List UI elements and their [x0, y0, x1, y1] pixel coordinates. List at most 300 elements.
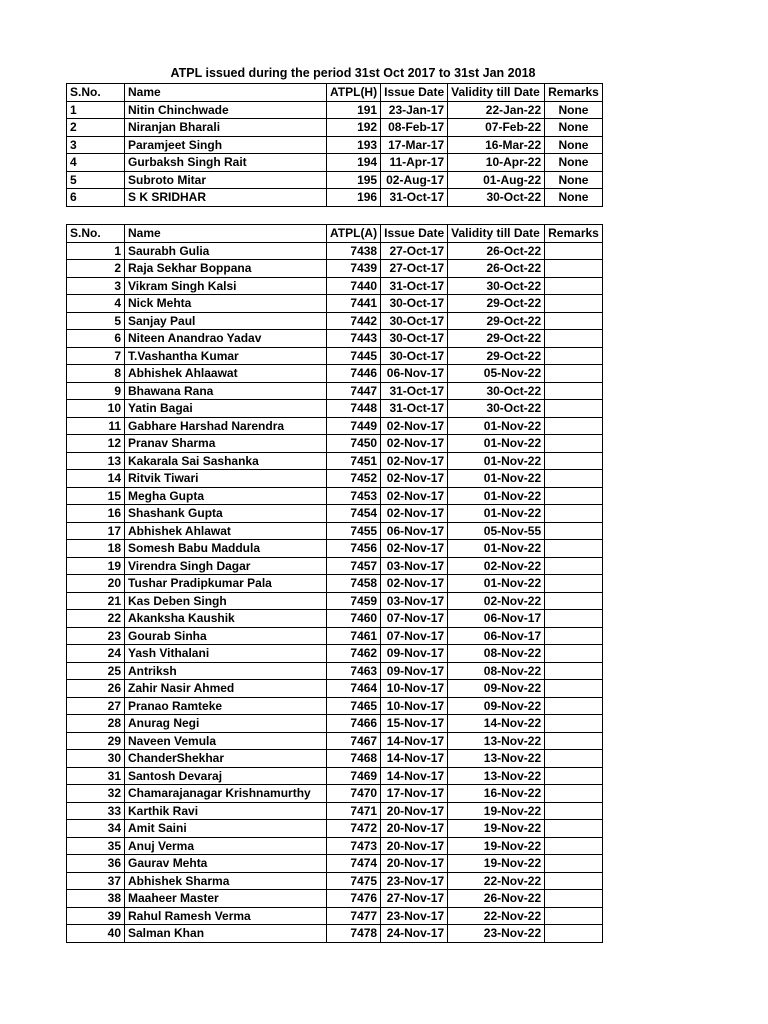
- cell-atpl: 7446: [327, 365, 381, 383]
- cell-sno: 15: [67, 487, 125, 505]
- cell-remarks: [545, 802, 603, 820]
- cell-atpl: 7442: [327, 312, 381, 330]
- cell-validity: 22-Jan-22: [448, 101, 545, 119]
- cell-atpl: 7477: [327, 907, 381, 925]
- cell-name: Pranav Sharma: [125, 435, 327, 453]
- cell-atpl: 7478: [327, 925, 381, 943]
- table-row: [67, 907, 603, 925]
- cell-issue-date: 03-Nov-17: [381, 557, 448, 575]
- cell-sno: 8: [67, 365, 125, 383]
- cell-remarks: None: [545, 136, 603, 154]
- cell-sno: 5: [67, 312, 125, 330]
- cell-sno: 10: [67, 400, 125, 418]
- cell-name: Chamarajanagar Krishnamurthy: [125, 785, 327, 803]
- table-header-row: [67, 225, 603, 243]
- cell-remarks: [545, 820, 603, 838]
- cell-name: Salman Khan: [125, 925, 327, 943]
- cell-name: Niteen Anandrao Yadav: [125, 330, 327, 348]
- cell-remarks: None: [545, 154, 603, 172]
- cell-name: Gourab Sinha: [125, 627, 327, 645]
- table-row: [67, 715, 603, 733]
- cell-remarks: [545, 627, 603, 645]
- table-row: [67, 382, 603, 400]
- cell-atpl: 195: [327, 171, 381, 189]
- cell-name: Amit Saini: [125, 820, 327, 838]
- cell-name: Rahul Ramesh Verma: [125, 907, 327, 925]
- cell-remarks: [545, 855, 603, 873]
- cell-issue-date: 23-Nov-17: [381, 872, 448, 890]
- cell-validity: 30-Oct-22: [448, 400, 545, 418]
- cell-validity: 07-Feb-22: [448, 119, 545, 137]
- table-row: [67, 802, 603, 820]
- cell-remarks: [545, 417, 603, 435]
- cell-remarks: [545, 610, 603, 628]
- cell-validity: 26-Oct-22: [448, 242, 545, 260]
- cell-issue-date: 02-Nov-17: [381, 487, 448, 505]
- cell-remarks: [545, 452, 603, 470]
- cell-validity: 19-Nov-22: [448, 820, 545, 838]
- cell-issue-date: 10-Nov-17: [381, 680, 448, 698]
- table-row: [67, 400, 603, 418]
- cell-remarks: [545, 260, 603, 278]
- cell-sno: 4: [67, 295, 125, 313]
- table-row: [67, 242, 603, 260]
- cell-atpl: 7449: [327, 417, 381, 435]
- cell-issue-date: 02-Nov-17: [381, 435, 448, 453]
- cell-name: Paramjeet Singh: [125, 136, 327, 154]
- table-row: [67, 645, 603, 663]
- table-row: [67, 330, 603, 348]
- cell-remarks: [545, 680, 603, 698]
- table-row: [67, 557, 603, 575]
- table-row: [67, 119, 603, 137]
- cell-atpl: 7447: [327, 382, 381, 400]
- table-row: [67, 662, 603, 680]
- cell-remarks: [545, 925, 603, 943]
- cell-issue-date: 17-Nov-17: [381, 785, 448, 803]
- cell-remarks: [545, 645, 603, 663]
- cell-sno: 21: [67, 592, 125, 610]
- cell-sno: 31: [67, 767, 125, 785]
- cell-name: Bhawana Rana: [125, 382, 327, 400]
- cell-issue-date: 02-Nov-17: [381, 575, 448, 593]
- cell-remarks: [545, 557, 603, 575]
- cell-remarks: None: [545, 119, 603, 137]
- table-row: [67, 697, 603, 715]
- table-row: [67, 680, 603, 698]
- cell-remarks: [545, 242, 603, 260]
- table-row: [67, 592, 603, 610]
- cell-validity: 19-Nov-22: [448, 802, 545, 820]
- cell-atpl: 7455: [327, 522, 381, 540]
- cell-name: Yash Vithalani: [125, 645, 327, 663]
- cell-atpl: 7471: [327, 802, 381, 820]
- cell-validity: 29-Oct-22: [448, 312, 545, 330]
- cell-remarks: [545, 575, 603, 593]
- cell-name: Niranjan Bharali: [125, 119, 327, 137]
- cell-name: Akanksha Kaushik: [125, 610, 327, 628]
- cell-remarks: [545, 890, 603, 908]
- cell-sno: 32: [67, 785, 125, 803]
- cell-name: Shashank Gupta: [125, 505, 327, 523]
- cell-validity: 26-Nov-22: [448, 890, 545, 908]
- cell-validity: 05-Nov-55: [448, 522, 545, 540]
- cell-sno: 29: [67, 732, 125, 750]
- cell-issue-date: 10-Nov-17: [381, 697, 448, 715]
- header-issue-date: Issue Date: [381, 225, 448, 243]
- cell-sno: 16: [67, 505, 125, 523]
- cell-issue-date: 03-Nov-17: [381, 592, 448, 610]
- cell-atpl: 7459: [327, 592, 381, 610]
- cell-atpl: 7460: [327, 610, 381, 628]
- cell-sno: 13: [67, 452, 125, 470]
- cell-atpl: 7458: [327, 575, 381, 593]
- cell-issue-date: 02-Nov-17: [381, 417, 448, 435]
- cell-remarks: [545, 470, 603, 488]
- cell-name: Gabhare Harshad Narendra: [125, 417, 327, 435]
- cell-remarks: [545, 785, 603, 803]
- cell-validity: 02-Nov-22: [448, 592, 545, 610]
- header-name: Name: [125, 225, 327, 243]
- cell-sno: 28: [67, 715, 125, 733]
- cell-validity: 01-Nov-22: [448, 417, 545, 435]
- cell-atpl: 7439: [327, 260, 381, 278]
- table-row: [67, 925, 603, 943]
- cell-validity: 16-Nov-22: [448, 785, 545, 803]
- atpl-a-table: [66, 224, 603, 943]
- cell-atpl: 7462: [327, 645, 381, 663]
- cell-atpl: 7441: [327, 295, 381, 313]
- table-row: [67, 487, 603, 505]
- cell-issue-date: 14-Nov-17: [381, 767, 448, 785]
- cell-issue-date: 20-Nov-17: [381, 820, 448, 838]
- cell-atpl: 7448: [327, 400, 381, 418]
- cell-atpl: 7472: [327, 820, 381, 838]
- cell-validity: 19-Nov-22: [448, 855, 545, 873]
- cell-remarks: [545, 522, 603, 540]
- cell-name: Abhishek Sharma: [125, 872, 327, 890]
- cell-validity: 29-Oct-22: [448, 347, 545, 365]
- cell-name: T.Vashantha Kumar: [125, 347, 327, 365]
- cell-atpl: 7466: [327, 715, 381, 733]
- table-row: [67, 101, 603, 119]
- header-name: Name: [125, 84, 327, 102]
- cell-issue-date: 20-Nov-17: [381, 837, 448, 855]
- cell-validity: 01-Nov-22: [448, 452, 545, 470]
- cell-remarks: [545, 697, 603, 715]
- cell-remarks: [545, 312, 603, 330]
- table-row: [67, 136, 603, 154]
- cell-name: Tushar Pradipkumar Pala: [125, 575, 327, 593]
- cell-validity: 01-Nov-22: [448, 435, 545, 453]
- table-row: [67, 452, 603, 470]
- cell-sno: 40: [67, 925, 125, 943]
- table-row: [67, 347, 603, 365]
- header-atpl: ATPL(A): [327, 225, 381, 243]
- cell-remarks: [545, 837, 603, 855]
- table-row: [67, 540, 603, 558]
- cell-remarks: [545, 330, 603, 348]
- cell-validity: 01-Nov-22: [448, 487, 545, 505]
- table-row: [67, 837, 603, 855]
- cell-name: Abhishek Ahlaawat: [125, 365, 327, 383]
- cell-issue-date: 09-Nov-17: [381, 645, 448, 663]
- cell-atpl: 7452: [327, 470, 381, 488]
- document-title: ATPL issued during the period 31st Oct 2017 to 31st Jan 2018: [170, 66, 536, 80]
- cell-name: Nick Mehta: [125, 295, 327, 313]
- cell-sno: 7: [67, 347, 125, 365]
- cell-sno: 6: [67, 189, 125, 207]
- header-remarks: Remarks: [545, 225, 603, 243]
- cell-sno: 3: [67, 277, 125, 295]
- table-row: [67, 295, 603, 313]
- cell-remarks: None: [545, 171, 603, 189]
- table-row: [67, 417, 603, 435]
- cell-atpl: 7445: [327, 347, 381, 365]
- cell-remarks: [545, 732, 603, 750]
- cell-remarks: [545, 295, 603, 313]
- cell-sno: 2: [67, 260, 125, 278]
- table-row: [67, 855, 603, 873]
- cell-name: Karthik Ravi: [125, 802, 327, 820]
- cell-sno: 9: [67, 382, 125, 400]
- cell-atpl: 7443: [327, 330, 381, 348]
- cell-validity: 22-Nov-22: [448, 907, 545, 925]
- table-row: [67, 732, 603, 750]
- cell-atpl: 7450: [327, 435, 381, 453]
- cell-atpl: 7440: [327, 277, 381, 295]
- cell-sno: 17: [67, 522, 125, 540]
- cell-atpl: 7473: [327, 837, 381, 855]
- cell-issue-date: 14-Nov-17: [381, 750, 448, 768]
- table-header-row: [67, 84, 603, 102]
- cell-validity: 23-Nov-22: [448, 925, 545, 943]
- cell-issue-date: 31-Oct-17: [381, 189, 448, 207]
- cell-validity: 29-Oct-22: [448, 295, 545, 313]
- cell-name: Gaurav Mehta: [125, 855, 327, 873]
- table-row: [67, 505, 603, 523]
- cell-atpl: 7468: [327, 750, 381, 768]
- cell-issue-date: 02-Nov-17: [381, 452, 448, 470]
- table-row: [67, 575, 603, 593]
- cell-validity: 13-Nov-22: [448, 750, 545, 768]
- cell-issue-date: 24-Nov-17: [381, 925, 448, 943]
- cell-validity: 10-Apr-22: [448, 154, 545, 172]
- cell-validity: 13-Nov-22: [448, 732, 545, 750]
- table-row: [67, 470, 603, 488]
- table-row: [67, 277, 603, 295]
- cell-name: S K SRIDHAR: [125, 189, 327, 207]
- cell-sno: 2: [67, 119, 125, 137]
- table-row: [67, 627, 603, 645]
- cell-validity: 16-Mar-22: [448, 136, 545, 154]
- cell-issue-date: 02-Nov-17: [381, 505, 448, 523]
- cell-validity: 06-Nov-17: [448, 610, 545, 628]
- cell-remarks: [545, 400, 603, 418]
- cell-sno: 34: [67, 820, 125, 838]
- cell-name: Yatin Bagai: [125, 400, 327, 418]
- cell-sno: 26: [67, 680, 125, 698]
- cell-atpl: 7463: [327, 662, 381, 680]
- cell-remarks: [545, 365, 603, 383]
- cell-atpl: 196: [327, 189, 381, 207]
- cell-remarks: [545, 907, 603, 925]
- cell-name: Maaheer Master: [125, 890, 327, 908]
- table-row: [67, 171, 603, 189]
- header-issue-date: Issue Date: [381, 84, 448, 102]
- cell-sno: 37: [67, 872, 125, 890]
- cell-name: Sanjay Paul: [125, 312, 327, 330]
- cell-issue-date: 11-Apr-17: [381, 154, 448, 172]
- cell-remarks: [545, 487, 603, 505]
- cell-issue-date: 06-Nov-17: [381, 365, 448, 383]
- cell-name: Antriksh: [125, 662, 327, 680]
- cell-validity: 09-Nov-22: [448, 680, 545, 698]
- cell-name: Subroto Mitar: [125, 171, 327, 189]
- cell-name: Saurabh Gulia: [125, 242, 327, 260]
- cell-issue-date: 20-Nov-17: [381, 802, 448, 820]
- cell-name: Anurag Negi: [125, 715, 327, 733]
- cell-remarks: [545, 435, 603, 453]
- cell-validity: 01-Nov-22: [448, 505, 545, 523]
- cell-validity: 06-Nov-17: [448, 627, 545, 645]
- cell-atpl: 7474: [327, 855, 381, 873]
- cell-issue-date: 14-Nov-17: [381, 732, 448, 750]
- cell-issue-date: 20-Nov-17: [381, 855, 448, 873]
- cell-remarks: [545, 505, 603, 523]
- cell-issue-date: 07-Nov-17: [381, 627, 448, 645]
- cell-validity: 01-Nov-22: [448, 575, 545, 593]
- cell-sno: 11: [67, 417, 125, 435]
- table-row: [67, 260, 603, 278]
- cell-validity: 01-Nov-22: [448, 540, 545, 558]
- cell-issue-date: 15-Nov-17: [381, 715, 448, 733]
- table-row: [67, 154, 603, 172]
- cell-remarks: None: [545, 101, 603, 119]
- cell-atpl: 7464: [327, 680, 381, 698]
- cell-validity: 19-Nov-22: [448, 837, 545, 855]
- cell-atpl: 7470: [327, 785, 381, 803]
- cell-issue-date: 02-Nov-17: [381, 470, 448, 488]
- cell-sno: 20: [67, 575, 125, 593]
- cell-validity: 29-Oct-22: [448, 330, 545, 348]
- cell-name: Pranao Ramteke: [125, 697, 327, 715]
- cell-issue-date: 23-Jan-17: [381, 101, 448, 119]
- cell-atpl: 194: [327, 154, 381, 172]
- cell-atpl: 7461: [327, 627, 381, 645]
- cell-atpl: 7465: [327, 697, 381, 715]
- cell-validity: 30-Oct-22: [448, 277, 545, 295]
- cell-atpl: 7467: [327, 732, 381, 750]
- cell-validity: 26-Oct-22: [448, 260, 545, 278]
- cell-name: Santosh Devaraj: [125, 767, 327, 785]
- cell-sno: 22: [67, 610, 125, 628]
- header-validity: Validity till Date: [448, 225, 545, 243]
- cell-sno: 36: [67, 855, 125, 873]
- cell-issue-date: 17-Mar-17: [381, 136, 448, 154]
- cell-atpl: 191: [327, 101, 381, 119]
- cell-issue-date: 30-Oct-17: [381, 347, 448, 365]
- cell-remarks: [545, 662, 603, 680]
- cell-validity: 02-Nov-22: [448, 557, 545, 575]
- cell-issue-date: 06-Nov-17: [381, 522, 448, 540]
- table-row: [67, 610, 603, 628]
- cell-remarks: [545, 277, 603, 295]
- table-row: [67, 767, 603, 785]
- cell-issue-date: 31-Oct-17: [381, 382, 448, 400]
- cell-validity: 14-Nov-22: [448, 715, 545, 733]
- cell-name: Vikram Singh Kalsi: [125, 277, 327, 295]
- cell-sno: 12: [67, 435, 125, 453]
- header-atpl: ATPL(H): [327, 84, 381, 102]
- header-sno: S.No.: [67, 84, 125, 102]
- cell-remarks: [545, 872, 603, 890]
- table-row: [67, 872, 603, 890]
- cell-issue-date: 30-Oct-17: [381, 312, 448, 330]
- cell-atpl: 7456: [327, 540, 381, 558]
- cell-issue-date: 30-Oct-17: [381, 295, 448, 313]
- cell-sno: 3: [67, 136, 125, 154]
- cell-name: Ritvik Tiwari: [125, 470, 327, 488]
- cell-atpl: 7451: [327, 452, 381, 470]
- cell-name: Nitin Chinchwade: [125, 101, 327, 119]
- cell-remarks: [545, 347, 603, 365]
- cell-validity: 08-Nov-22: [448, 645, 545, 663]
- cell-sno: 27: [67, 697, 125, 715]
- cell-atpl: 7438: [327, 242, 381, 260]
- cell-sno: 35: [67, 837, 125, 855]
- cell-sno: 39: [67, 907, 125, 925]
- table-row: [67, 820, 603, 838]
- cell-issue-date: 27-Nov-17: [381, 890, 448, 908]
- table-row: [67, 890, 603, 908]
- cell-atpl: 192: [327, 119, 381, 137]
- cell-name: Kas Deben Singh: [125, 592, 327, 610]
- table-row: [67, 312, 603, 330]
- cell-sno: 24: [67, 645, 125, 663]
- cell-name: Raja Sekhar Boppana: [125, 260, 327, 278]
- cell-sno: 5: [67, 171, 125, 189]
- cell-atpl: 7476: [327, 890, 381, 908]
- cell-issue-date: 30-Oct-17: [381, 330, 448, 348]
- cell-issue-date: 02-Aug-17: [381, 171, 448, 189]
- cell-validity: 08-Nov-22: [448, 662, 545, 680]
- cell-sno: 25: [67, 662, 125, 680]
- cell-name: Abhishek Ahlawat: [125, 522, 327, 540]
- cell-issue-date: 31-Oct-17: [381, 400, 448, 418]
- cell-remarks: [545, 540, 603, 558]
- cell-sno: 30: [67, 750, 125, 768]
- cell-issue-date: 07-Nov-17: [381, 610, 448, 628]
- cell-remarks: [545, 382, 603, 400]
- cell-atpl: 7453: [327, 487, 381, 505]
- cell-issue-date: 09-Nov-17: [381, 662, 448, 680]
- table-row: [67, 365, 603, 383]
- table-row: [67, 750, 603, 768]
- cell-sno: 1: [67, 101, 125, 119]
- cell-sno: 4: [67, 154, 125, 172]
- cell-name: Anuj Verma: [125, 837, 327, 855]
- cell-name: Gurbaksh Singh Rait: [125, 154, 327, 172]
- header-validity: Validity till Date: [448, 84, 545, 102]
- cell-atpl: 7457: [327, 557, 381, 575]
- cell-validity: 30-Oct-22: [448, 189, 545, 207]
- cell-validity: 30-Oct-22: [448, 382, 545, 400]
- cell-name: Zahir Nasir Ahmed: [125, 680, 327, 698]
- cell-issue-date: 31-Oct-17: [381, 277, 448, 295]
- cell-name: Naveen Vemula: [125, 732, 327, 750]
- cell-remarks: [545, 715, 603, 733]
